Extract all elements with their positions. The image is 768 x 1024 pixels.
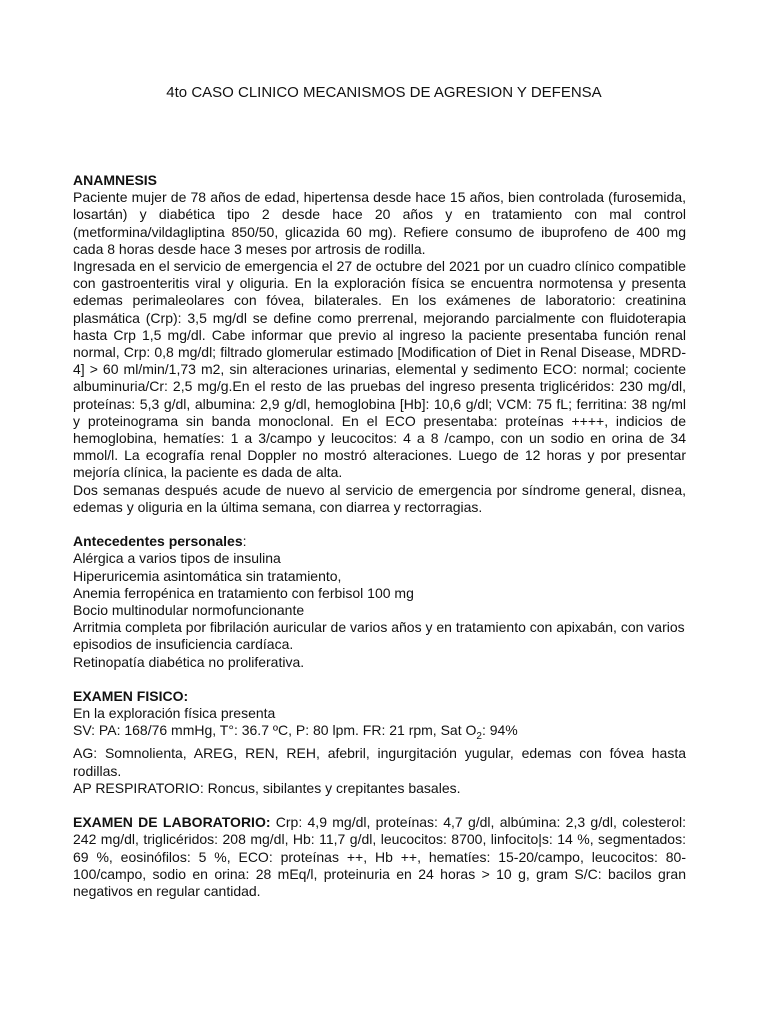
document-body: [73, 172, 686, 900]
antecedente-item: Alérgica a varios tipos de insulina: [73, 550, 281, 567]
antecedentes-heading-text: Antecedentes personales: [73, 533, 243, 550]
examen-fisico-intro: En la exploración física presenta: [73, 705, 276, 722]
section-heading-examen-fisico: EXAMEN FISICO:: [73, 688, 189, 705]
section-heading-antecedentes: [73, 533, 686, 550]
spacer: [73, 671, 686, 688]
anamnesis-paragraph-2: Ingresada en el servicio de emergencia el 27 de octubre del 2021 por un cuadro clínico compatible con gastroenteritis viral y oliguria. En la exploración física se encuentra normotensa y presenta edemas perimaleolares con fóvea, bilaterales. En los exámenes de laboratorio: creatinina plasmática (Crp): 3,5 mg/dl se define como prerrenal, mejorando parcialmente con fluidoterapia hasta Crp 1,5 mg/dl. Cabe informar que previo al ingreso la paciente presentaba función renal normal, Crp: 0,8 mg/dl; filtrado glomerular estimado [Modification of Diet in Renal Disease, MDRD-4] > 60 ml/min/1,73 m2, sin alteraciones urinarias, elemental y sedimento ECO: normal; cociente albuminuria/Cr: 2,5 mg/g.En el resto de las pruebas del ingreso presenta triglicéridos: 230 mg/dl, proteínas: 5,3 g/dl, albumina: 2,9 g/dl, hemoglobina [Hb]: 10,6 g/dl; VCM: 75 fL; ferritina: 38 ng/ml y proteinograma sin banda monoclonal. En el ECO presentaba: proteínas ++++, indicios de hemoglobina, hematíes: 1 a 3/campo y leucocitos: 4 a 8 /campo, con un sodio en orina de 34 mmol/l. La ecografía renal Doppler no mostró alteraciones. Luego de 12 horas y por presentar mejoría clínica, la paciente es dada de alta.: [73, 258, 686, 481]
antecedente-item: Retinopatía diabética no proliferativa.: [73, 653, 305, 670]
general-appearance-line: AG: Somnolienta, AREG, REN, REH, afebril, ingurgitación yugular, edemas con fóvea hasta rodillas.: [73, 745, 686, 779]
oxygen-subscript: 2: [476, 731, 482, 743]
antecedente-item: Bocio multinodular normofuncionante: [73, 602, 305, 619]
document-title: 4to CASO CLINICO MECANISMOS DE AGRESION Y DEFENSA: [166, 84, 602, 101]
spacer: [73, 516, 686, 533]
vital-signs-text: SV: PA: 168/76 mmHg, T°: 36.7 ºC, P: 80 lpm. FR: 21 rpm, Sat O: [73, 722, 477, 739]
respiratory-exam-line: AP RESPIRATORIO: Roncus, sibilantes y crepitantes basales.: [73, 779, 461, 796]
antecedente-item: Arritmia completa por fibrilación auricular de varios años y en tratamiento con apixabán, con varios episodios de insuficiencia cardíaca.: [73, 619, 685, 653]
anamnesis-paragraph-3: Dos semanas después acude de nuevo al servicio de emergencia por síndrome general, disnea, edemas y oliguria en la última semana, con diarrea y rectorragias.: [73, 481, 686, 515]
laboratory-section: [73, 814, 686, 900]
antecedentes-heading-colon: :: [242, 533, 247, 550]
antecedente-item: Anemia ferropénica en tratamiento con ferbisol 100 mg: [73, 584, 414, 601]
laboratory-results-text: Crp: 4,9 mg/dl, proteínas: 4,7 g/dl, albúmina: 2,3 g/dl, colesterol: 242 mg/dl, triglicéridos: 208 mg/dl, Hb: 11,7 g/dl, leucocitos: 8700, linfocito|s: 14 %, segmentados: 69 %, eosinófilos: 5 %, ECO: proteínas ++, Hb ++, hematíes: 15-20/campo, leucocitos: 80-100/campo, sodio en orina: 28 mEq/l, proteinuria en 24 horas > 10 g, gram S/C: bacilos gran negativos en regular cantidad.: [73, 814, 686, 900]
section-heading-laboratorio: EXAMEN DE LABORATORIO:: [73, 814, 271, 831]
vital-signs-line: [73, 722, 686, 745]
spacer: [73, 797, 686, 814]
antecedente-item: Hiperuricemia asintomática sin tratamiento,: [73, 567, 342, 584]
vital-signs-saturation: : 94%: [481, 722, 518, 739]
section-heading-anamnesis: ANAMNESIS: [73, 172, 158, 188]
anamnesis-paragraph-1: Paciente mujer de 78 años de edad, hipertensa desde hace 15 años, bien controlada (furosemida, losartán) y diabética tipo 2 desde hace 20 años y en tratamiento con mal control (metformina/vildagliptina 850/50, glicazida 60 mg). Refiere consumo de ibuprofeno de 400 mg cada 8 horas desde hace 3 meses por artrosis de rodilla.: [73, 189, 686, 257]
